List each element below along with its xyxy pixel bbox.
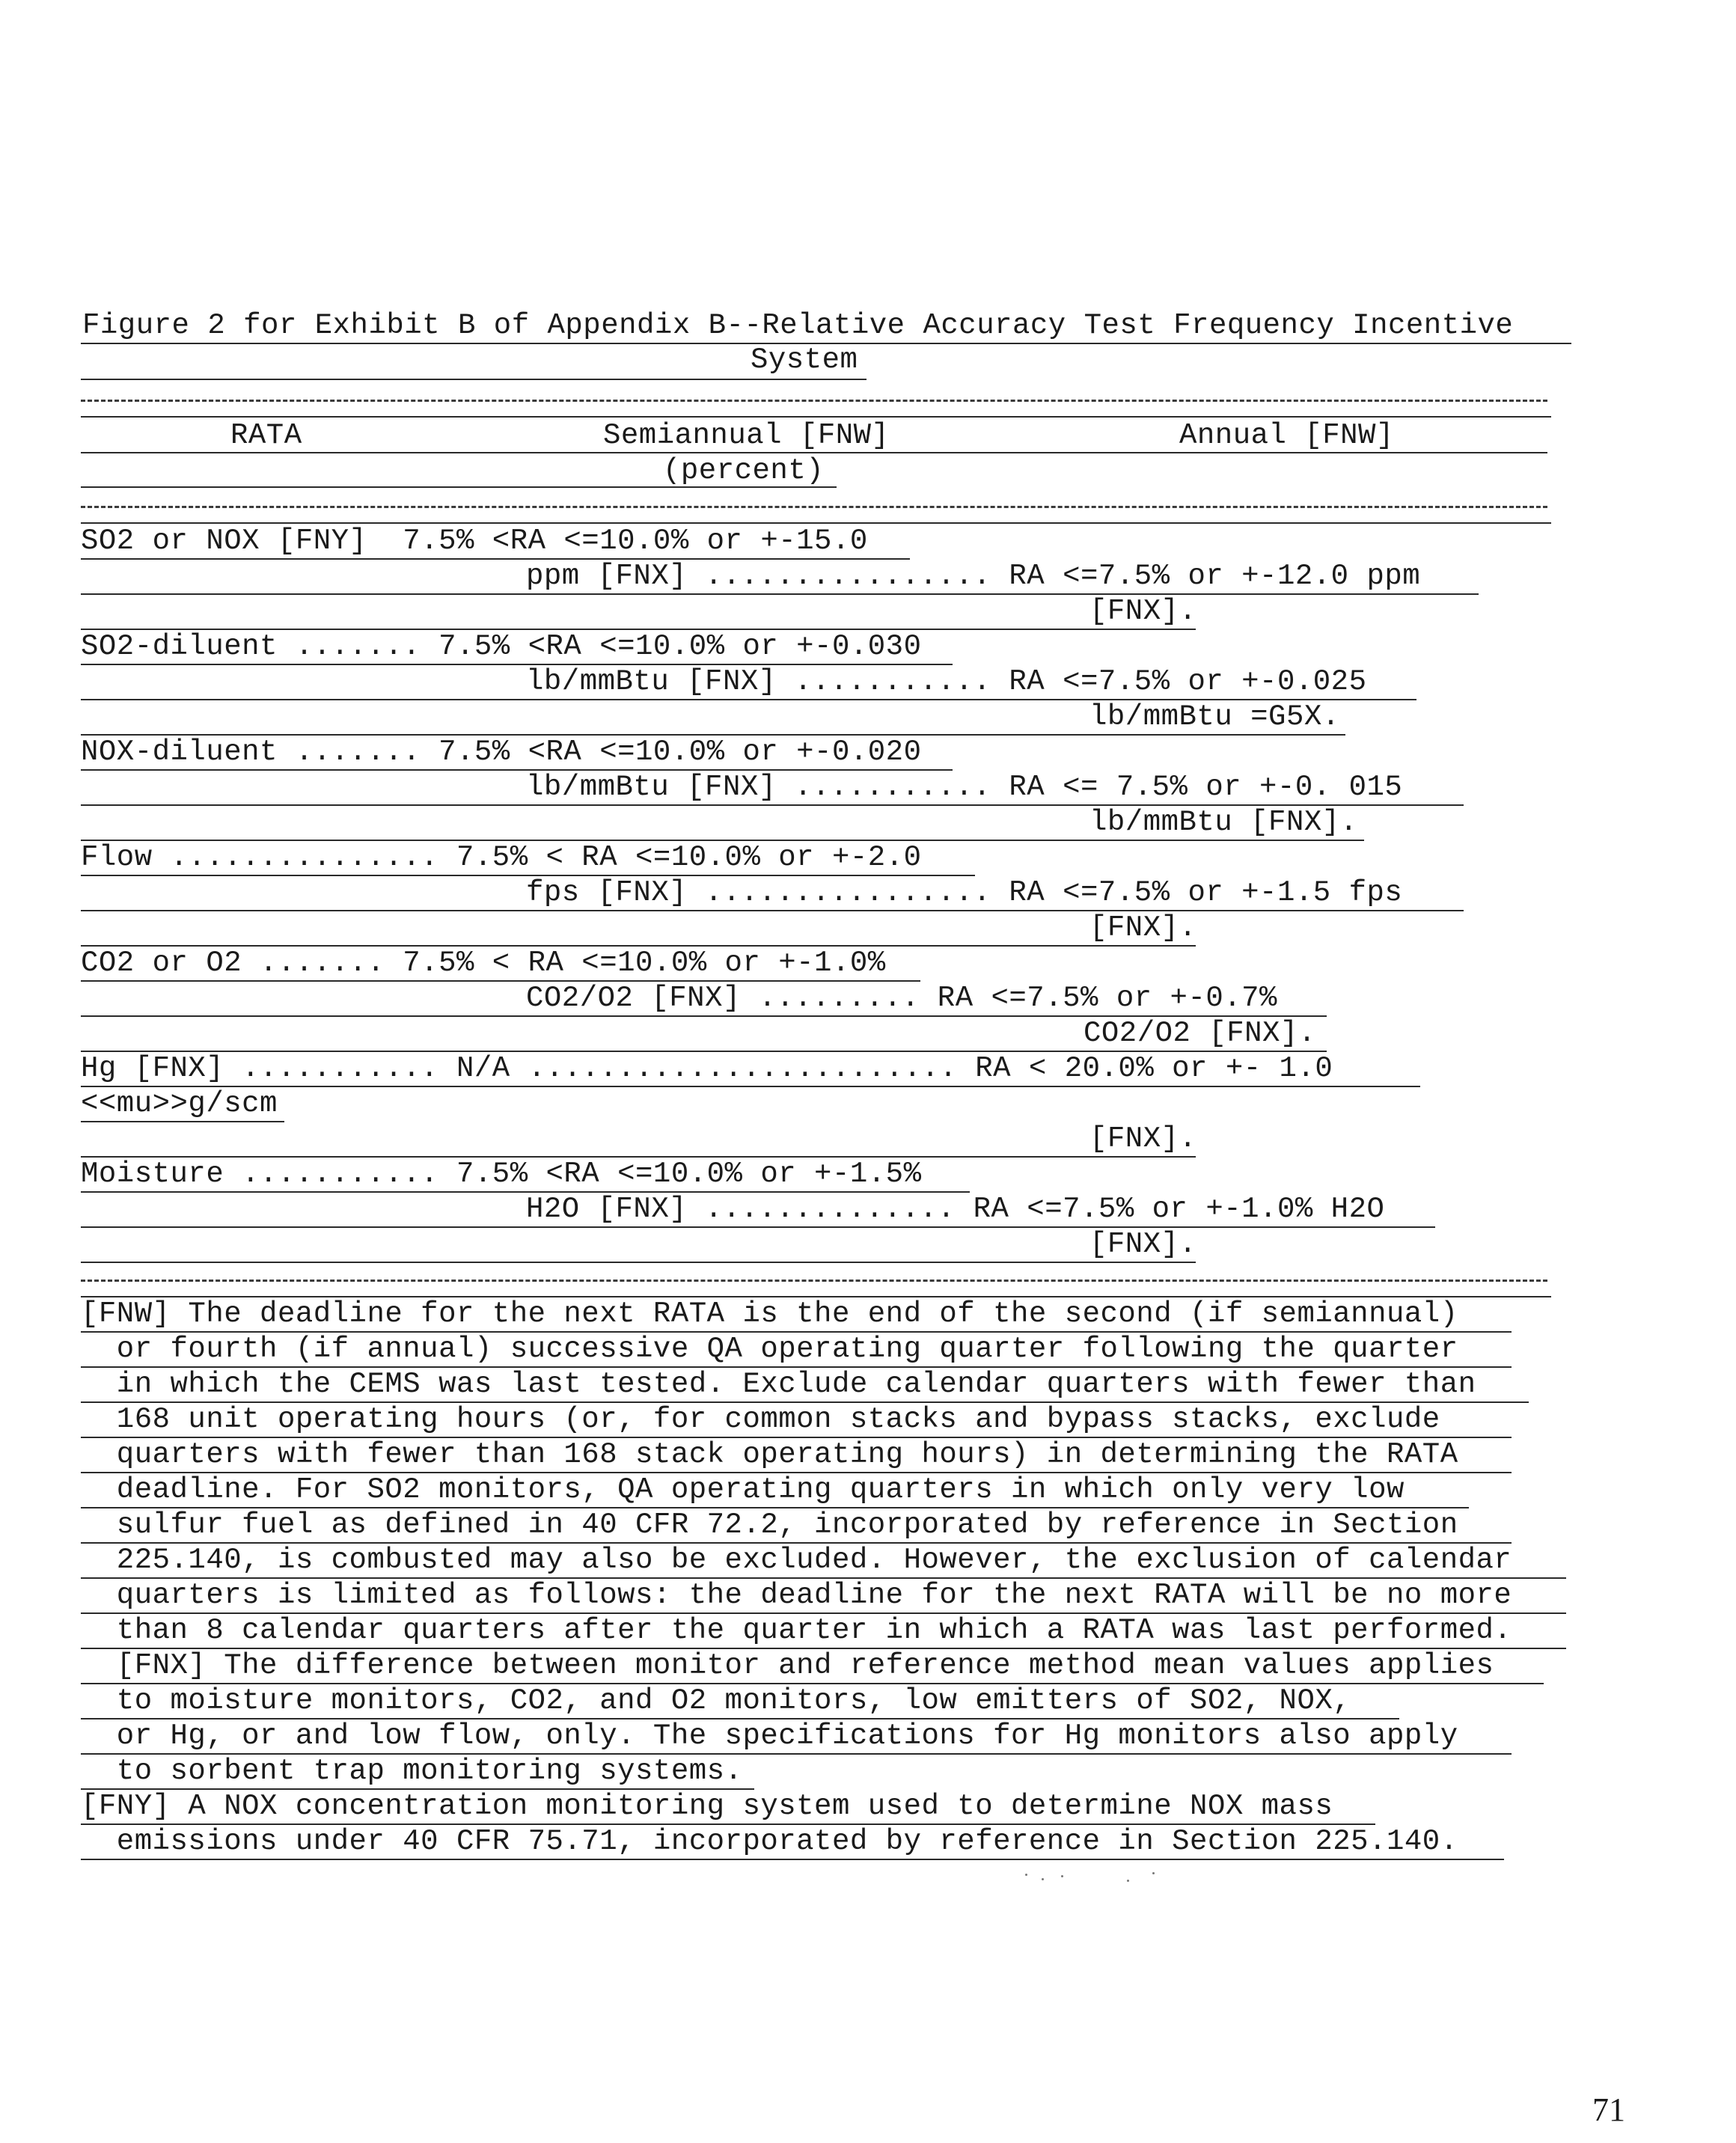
scan-speck	[1127, 1880, 1129, 1882]
footnote-line-16: emissions under 40 CFR 75.71, incorporated by reference in Section 225.140.	[81, 1825, 1458, 1858]
row-moisture-line-2: H2O [FNX] .............. RA <=7.5% or +-1.0% H2O	[526, 1193, 1385, 1226]
footnote-line-2: or fourth (if annual) successive QA operating quarter following the quarter	[81, 1333, 1458, 1366]
footnote-line-11: [FNX] The difference between monitor and reference method mean values applies	[81, 1649, 1494, 1682]
table-bottom-dashed-rule	[81, 1280, 1547, 1282]
row-so2-nox-line-2: ppm [FNX] ................ RA <=7.5% or +-12.0 ppm	[526, 560, 1421, 593]
row-hg-line-3: [FNX].	[1089, 1122, 1197, 1155]
title-underline-2	[81, 379, 867, 380]
row-moisture-line-3: [FNX].	[1089, 1228, 1197, 1261]
row-nox-diluent-line-1: NOX-diluent ....... 7.5% <RA <=10.0% or +-0.020	[81, 736, 922, 768]
footnote-line-5: quarters with fewer than 168 stack operating hours) in determining the RATA	[81, 1438, 1458, 1471]
column-header-annual: Annual [FNW]	[1179, 419, 1394, 452]
row-so2-diluent-line-1: SO2-diluent ....... 7.5% <RA <=10.0% or +-0.030	[81, 630, 922, 663]
column-header-rata: RATA	[230, 419, 302, 452]
footnote-line-8: 225.140, is combusted may also be excluded. However, the exclusion of calendar	[81, 1544, 1512, 1577]
footnote-line-4: 168 unit operating hours (or, for common stacks and bypass stacks, exclude	[81, 1403, 1440, 1436]
header-top-rule	[81, 416, 1551, 418]
column-header-semiannual-unit: (percent)	[663, 454, 825, 487]
footnote-line-6: deadline. For SO2 monitors, QA operating quarters in which only very low	[81, 1473, 1405, 1506]
scan-speck	[1061, 1875, 1063, 1877]
page-number: 71	[1592, 2091, 1625, 2128]
row-hg-line-1: Hg [FNX] ........... N/A ........................ RA < 20.0% or +- 1.0	[81, 1052, 1333, 1085]
footnote-line-7: sulfur fuel as defined in 40 CFR 72.2, incorporated by reference in Section	[81, 1508, 1458, 1541]
row-flow-line-1: Flow ............... 7.5% < RA <=10.0% or +-2.0	[81, 841, 922, 874]
row-so2-nox-line-1: SO2 or NOX [FNY] 7.5% <RA <=10.0% or +-15.0	[81, 525, 868, 557]
header-underline-2	[81, 486, 837, 488]
row-underline	[81, 1121, 284, 1122]
row-so2-nox-line-3: [FNX].	[1089, 595, 1197, 628]
row-so2-diluent-line-3: lb/mmBtu =G5X.	[1089, 700, 1340, 733]
footnote-line-14: to sorbent trap monitoring systems.	[81, 1755, 743, 1788]
footnote-line-3: in which the CEMS was last tested. Exclude calendar quarters with fewer than	[81, 1368, 1476, 1401]
footnote-line-1: [FNW] The deadline for the next RATA is the end of the second (if semiannual)	[81, 1297, 1458, 1330]
row-co2-o2-line-1: CO2 or O2 ....... 7.5% < RA <=10.0% or +-1.0%	[81, 947, 886, 979]
row-nox-diluent-line-2: lb/mmBtu [FNX] ........... RA <= 7.5% or +-0. 015	[526, 771, 1403, 804]
figure-title-line-1: Figure 2 for Exhibit B of Appendix B--Relative Accuracy Test Frequency Incentive	[82, 309, 1514, 342]
row-flow-line-2: fps [FNX] ................ RA <=7.5% or +-1.5 fps	[526, 876, 1403, 909]
row-underline	[81, 1262, 1196, 1263]
row-flow-line-3: [FNX].	[1089, 911, 1197, 944]
scan-speck	[1042, 1878, 1044, 1880]
footnote-line-12: to moisture monitors, CO2, and O2 monitors, low emitters of SO2, NOX,	[81, 1684, 1351, 1717]
footnote-line-9: quarters is limited as follows: the deadline for the next RATA will be no more	[81, 1579, 1512, 1612]
header-bottom-dashed-rule	[81, 506, 1547, 508]
row-so2-diluent-line-2: lb/mmBtu [FNX] ........... RA <=7.5% or +-0.025	[526, 665, 1367, 698]
column-header-semiannual: Semiannual [FNW]	[603, 419, 890, 452]
footnote-line-13: or Hg, or and low flow, only. The specifications for Hg monitors also apply	[81, 1719, 1458, 1752]
table-top-dashed-rule	[81, 400, 1547, 402]
scan-speck	[1025, 1874, 1027, 1876]
scan-speck	[1152, 1872, 1155, 1874]
row-co2-o2-line-2: CO2/O2 [FNX] ......... RA <=7.5% or +-0.7%	[526, 982, 1277, 1015]
footnote-underline	[81, 1859, 1504, 1860]
figure-title-line-2: System	[751, 343, 858, 376]
footnote-line-15: [FNY] A NOX concentration monitoring system used to determine NOX mass	[81, 1790, 1333, 1823]
row-hg-line-2: <<mu>>g/scm	[81, 1087, 278, 1120]
row-moisture-line-1: Moisture ........... 7.5% <RA <=10.0% or +-1.5%	[81, 1158, 922, 1190]
row-nox-diluent-line-3: lb/mmBtu [FNX].	[1089, 806, 1358, 839]
row-co2-o2-line-3: CO2/O2 [FNX].	[1084, 1017, 1316, 1050]
footnote-line-10: than 8 calendar quarters after the quarter in which a RATA was last performed.	[81, 1614, 1512, 1647]
